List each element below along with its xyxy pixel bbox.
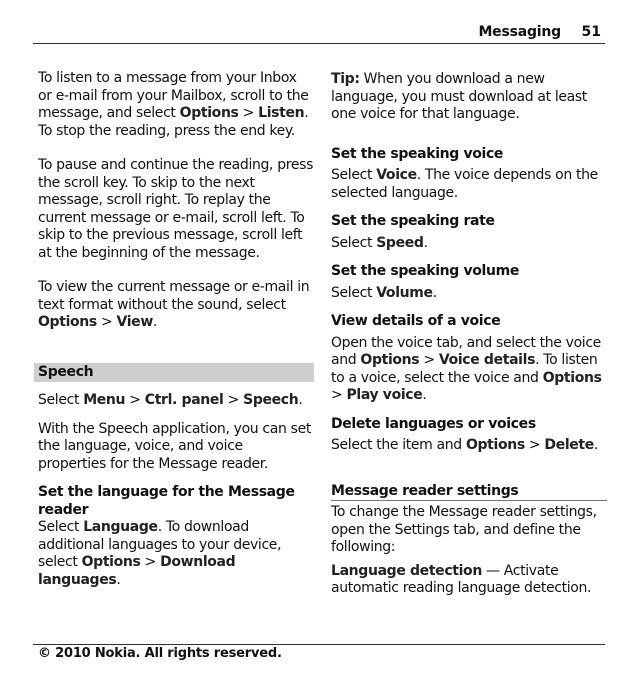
page-header xyxy=(33,24,605,44)
paragraph-delete: Select the item and Options > Delete. xyxy=(331,437,599,453)
paragraph-voice: Select Voice. The voice depends on the selected language. xyxy=(331,167,598,201)
paragraph-language-detection: Language detection — Activate automatic reading language detection. xyxy=(331,562,592,596)
page-number: 51 xyxy=(581,24,601,40)
paragraph-speech-app: With the Speech application, you can set the language, voice, and voice properties for the Message reader. xyxy=(38,420,311,472)
heading-voice-details: View details of a voice xyxy=(331,313,501,329)
paragraph-pause: To pause and continue the reading, press the scroll key. To skip to the next message, scroll right. To replay the current message or e-mail, scroll left. To skip to the previous message, scroll left at the beginning of the message. xyxy=(38,157,314,261)
header-rule xyxy=(33,43,605,44)
heading-speaking-rate: Set the speaking rate xyxy=(331,213,495,229)
paragraph-view-text: To view the current message or e-mail in text format without the sound, select Options > View. xyxy=(38,279,310,330)
paragraph-listen: To listen to a message from your Inbox or e-mail from your Mailbox, scroll to the message, and select Options > Listen. To stop the reading, press the end key. xyxy=(38,70,309,139)
section-title: Messaging xyxy=(478,24,561,40)
tip-label: Tip: xyxy=(331,71,360,87)
paragraph-voice-details: Open the voice tab, and select the voice and Options > Voice details. To listen to a voice, select the voice and Options > Play voice. xyxy=(331,334,602,403)
heading-reader-settings: Message reader settings xyxy=(331,482,519,499)
footer-rule xyxy=(33,644,605,645)
tip-paragraph: Tip: When you download a new language, you must download at least one voice for that language. xyxy=(331,71,587,122)
speech-section-heading: Speech xyxy=(34,363,314,383)
paragraph-language: Select Language. To download additional languages to your device, select Options > Download languages. xyxy=(38,519,282,588)
heading-speaking-volume: Set the speaking volume xyxy=(331,263,519,279)
heading-set-language: Set the language for the Message reader xyxy=(38,484,295,518)
heading-speaking-voice: Set the speaking voice xyxy=(331,145,504,162)
paragraph-volume: Select Volume. xyxy=(331,284,437,301)
paragraph-speech-path: Select Menu > Ctrl. panel > Speech. xyxy=(38,392,303,408)
paragraph-rate: Select Speed. xyxy=(331,234,428,251)
left-column xyxy=(38,70,314,589)
paragraph-reader-settings: To change the Message reader settings, open the Settings tab, and define the following: xyxy=(331,500,607,557)
right-column xyxy=(331,71,607,598)
copyright-footer: © 2010 Nokia. All rights reserved. xyxy=(38,646,282,661)
heading-delete: Delete languages or voices xyxy=(331,415,536,432)
